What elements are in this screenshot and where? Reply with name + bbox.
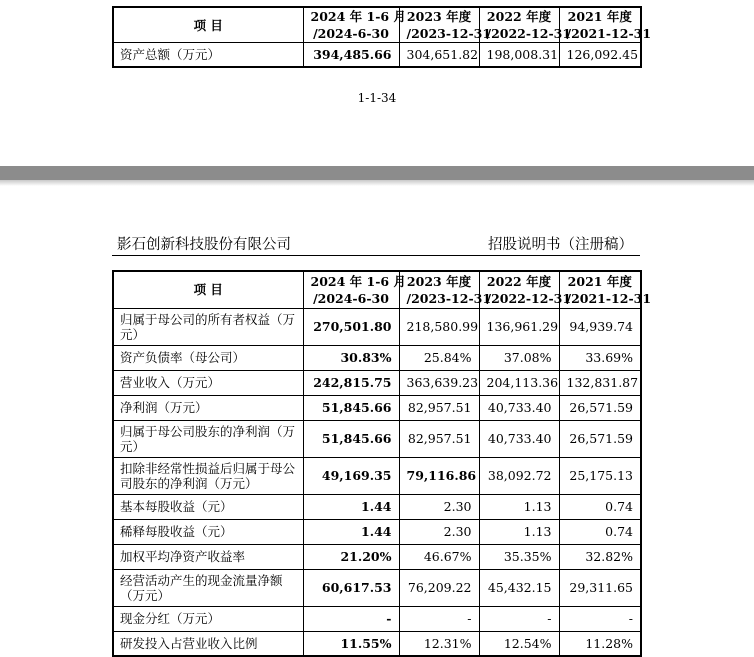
cell-value: - — [479, 606, 559, 631]
table-row — [113, 370, 641, 395]
table-row — [113, 43, 641, 67]
row-label: 研发投入占营业收入比例 — [113, 631, 303, 656]
cell-value: 394,485.66 — [303, 43, 399, 67]
cell-value: 136,961.29 — [479, 308, 559, 345]
document-type: 招股说明书（注册稿） — [488, 237, 633, 253]
cell-value: 79,116.86 — [399, 457, 479, 494]
cell-value: 60,617.53 — [303, 569, 399, 606]
header-2021: 2021 年度 /2021-12-31 — [559, 7, 641, 43]
header-2023: 2023 年度 /2023-12-31 — [399, 271, 479, 308]
cell-value: 11.55% — [303, 631, 399, 656]
cell-value: 218,580.99 — [399, 308, 479, 345]
cell-value: - — [303, 606, 399, 631]
company-name: 影石创新科技股份有限公司 — [117, 237, 291, 253]
header-2023: 2023 年度 /2023-12-31 — [399, 7, 479, 43]
cell-value: - — [399, 606, 479, 631]
cell-value: 12.31% — [399, 631, 479, 656]
cell-value: 29,311.65 — [559, 569, 641, 606]
cell-value: 11.28% — [559, 631, 641, 656]
cell-value: 126,092.45 — [559, 43, 641, 67]
cell-value: 76,209.22 — [399, 569, 479, 606]
cell-value: 37.08% — [479, 345, 559, 370]
cell-value: 26,571.59 — [559, 420, 641, 457]
cell-value: 1.44 — [303, 494, 399, 519]
table-row — [113, 631, 641, 656]
table-body — [113, 308, 641, 656]
cell-value: 0.74 — [559, 519, 641, 544]
cell-value: 82,957.51 — [399, 395, 479, 420]
header-2024h1: 2024 年 1-6 月 /2024-6-30 — [303, 271, 399, 308]
cell-value: 33.69% — [559, 345, 641, 370]
cell-value: 26,571.59 — [559, 395, 641, 420]
cell-value: 51,845.66 — [303, 420, 399, 457]
cell-value: 35.35% — [479, 544, 559, 569]
table-row — [113, 544, 641, 569]
financial-table-main — [112, 270, 652, 657]
table-row — [113, 457, 641, 494]
table-row — [113, 308, 641, 345]
cell-value: 25.84% — [399, 345, 479, 370]
header-item: 项 目 — [113, 271, 303, 308]
row-label: 净利润（万元） — [113, 395, 303, 420]
cell-value: 45,432.15 — [479, 569, 559, 606]
cell-value: 304,651.82 — [399, 43, 479, 67]
table-header-row — [113, 271, 641, 308]
row-label: 资产负债率（母公司） — [113, 345, 303, 370]
table-header-row — [113, 7, 641, 43]
cell-value: 32.82% — [559, 544, 641, 569]
cell-value: 0.74 — [559, 494, 641, 519]
table-row — [113, 519, 641, 544]
table-row — [113, 420, 641, 457]
cell-value: 25,175.13 — [559, 457, 641, 494]
cell-value: 21.20% — [303, 544, 399, 569]
cell-value: 1.13 — [479, 494, 559, 519]
header-2022: 2022 年度 /2022-12-31 — [479, 271, 559, 308]
cell-value: 2.30 — [399, 519, 479, 544]
row-label: 归属于母公司的所有者权益（万元） — [113, 308, 303, 345]
cell-value: 204,113.36 — [479, 370, 559, 395]
table-row — [113, 395, 641, 420]
cell-value: 1.44 — [303, 519, 399, 544]
row-label: 经营活动产生的现金流量净额（万元） — [113, 569, 303, 606]
row-label: 基本每股收益（元） — [113, 494, 303, 519]
header-2021: 2021 年度 /2021-12-31 — [559, 271, 641, 308]
header-2024h1: 2024 年 1-6 月 /2024-6-30 — [303, 7, 399, 43]
row-label: 营业收入（万元） — [113, 370, 303, 395]
cell-value: 38,092.72 — [479, 457, 559, 494]
cell-value: 242,815.75 — [303, 370, 399, 395]
row-label: 加权平均净资产收益率 — [113, 544, 303, 569]
table-row — [113, 606, 641, 631]
cell-value: 12.54% — [479, 631, 559, 656]
cell-value: 51,845.66 — [303, 395, 399, 420]
row-label: 现金分红（万元） — [113, 606, 303, 631]
cell-value: 30.83% — [303, 345, 399, 370]
cell-value: 40,733.40 — [479, 395, 559, 420]
header-item: 项 目 — [113, 7, 303, 43]
cell-value: 94,939.74 — [559, 308, 641, 345]
cell-value: 363,639.23 — [399, 370, 479, 395]
cell-value: 132,831.87 — [559, 370, 641, 395]
cell-value: 198,008.31 — [479, 43, 559, 67]
row-label: 稀释每股收益（元） — [113, 519, 303, 544]
table-row — [113, 494, 641, 519]
page-number: 1-1-34 — [357, 91, 397, 105]
row-label: 归属于母公司股东的净利润（万元） — [113, 420, 303, 457]
cell-value: - — [559, 606, 641, 631]
cell-value: 82,957.51 — [399, 420, 479, 457]
table-row — [113, 569, 641, 606]
financial-table-top — [112, 6, 652, 68]
row-label: 资产总额（万元） — [113, 43, 303, 67]
header-rule — [112, 255, 640, 256]
table-row — [113, 345, 641, 370]
cell-value: 270,501.80 — [303, 308, 399, 345]
cell-value: 40,733.40 — [479, 420, 559, 457]
row-label: 扣除非经常性损益后归属于母公司股东的净利润（万元） — [113, 457, 303, 494]
page-separator — [0, 166, 754, 180]
cell-value: 2.30 — [399, 494, 479, 519]
cell-value: 49,169.35 — [303, 457, 399, 494]
cell-value: 46.67% — [399, 544, 479, 569]
header-2022: 2022 年度 /2022-12-31 — [479, 7, 559, 43]
cell-value: 1.13 — [479, 519, 559, 544]
